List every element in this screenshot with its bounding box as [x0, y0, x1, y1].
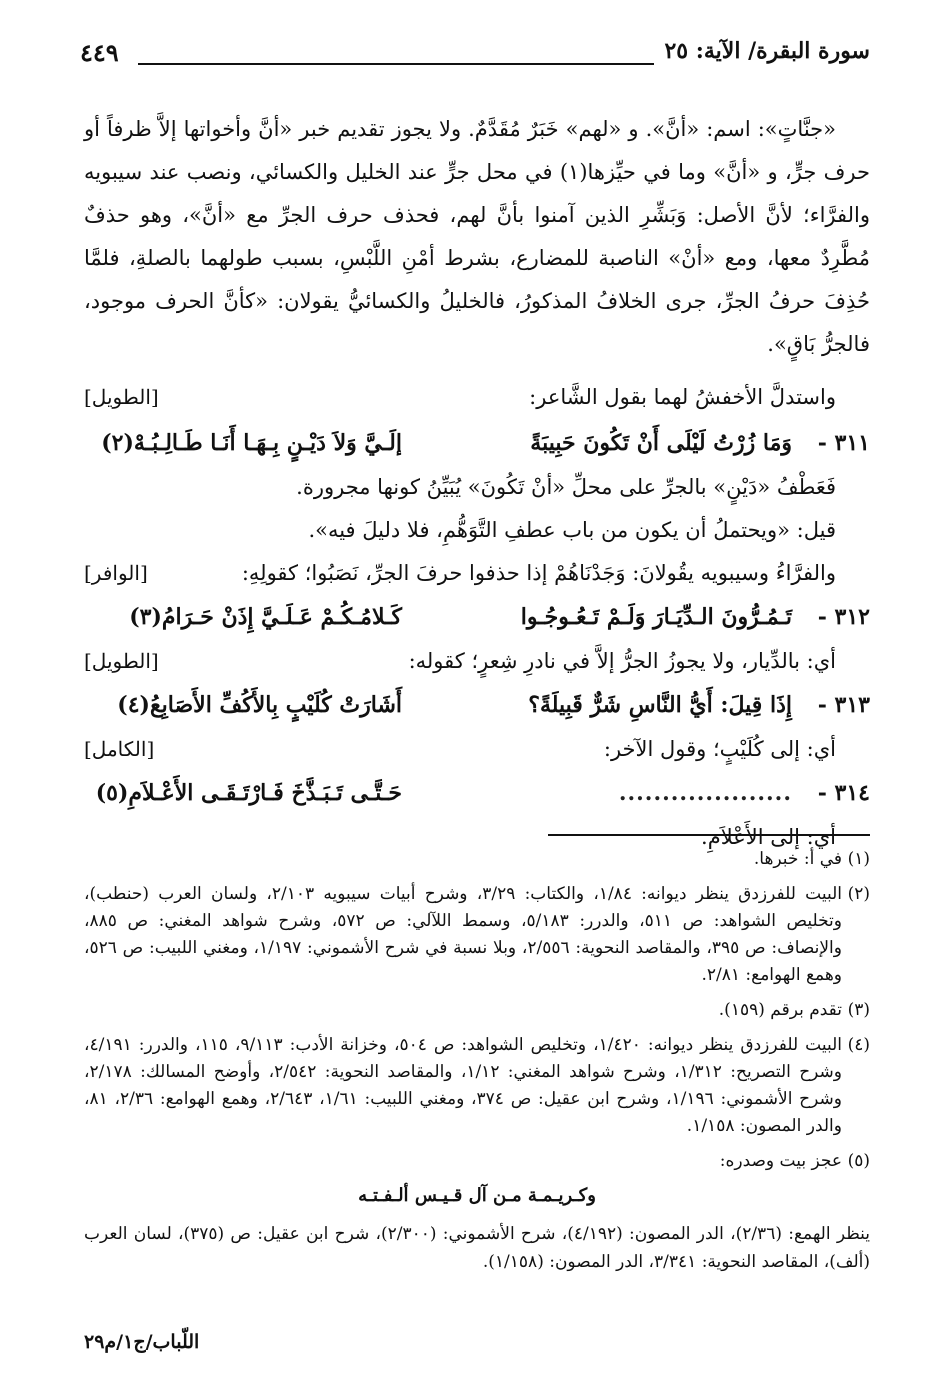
meter-tag: [الوافر]	[84, 561, 148, 585]
verse-line	[84, 595, 870, 640]
verse-line	[84, 421, 870, 466]
paragraph: «جنَّاتٍ»: اسم: «أنَّ». و «لهم» خَبَرٌ مُقَدَّمٌ. ولا يجوز تقديم خبر «أنَّ وأخواتها إلاَّ ظرفاً أو حرف جرٍّ، و «أنَّ» وما في حيِّزها(١) في محل جرٍّ عند الخليل والكسائي، ونصب عند سيبويه والفرَّاء؛ لأنَّ الأصل: وَبَشِّرِ الذين آمنوا بأنَّ لهم، فحذف حرف الجرِّ مع «أنَّ»، وهو حذفٌ مُطَّرِدٌ معها، ومع «أنْ» الناصبة للمضارع، بشرط أمْنِ اللَّبْسِ، بسبب طولهما بالصلةِ، فلمَّا حُذِفَ حرفُ الجرِّ، جرى الخلافُ المذكورُ، فالخليلُ والكسائيُّ يقولان: «كأنَّ الحرف موجود، فالجرُّ بَاقٍ».	[84, 117, 871, 356]
verse-hemistich-second: حَـتَّـى تَـبَـذَّخَ فَـارْتَـقَـى الأَعْـلاَمِ(٥)	[95, 780, 402, 806]
verse-line	[84, 683, 870, 728]
verse-hemistich-first: إِذَا قِيلَ: أَيُّ النَّاسِ شَرٌّ قَبِيلَةً؟	[528, 692, 792, 718]
main-text	[84, 108, 870, 859]
footnote-number: (٣)	[847, 1000, 870, 1020]
paragraph-text: أي: بالدِّيار، ولا يجوزُ الجرُّ إلاَّ في نادرِ شِعرٍ؛ كقوله:	[408, 649, 836, 673]
verse-hemistich-first: وَمَا زُرْتُ لَيْلَى أَنْ تَكُونَ حَبِيبَةً	[530, 430, 792, 456]
footnotes	[84, 846, 870, 1276]
verse-hemistich-first: ....................	[618, 780, 792, 806]
verse-line	[84, 771, 870, 816]
footnote-references: ينظر الهمع: (٢/٣٦)، الدر المصون: (٤/١٩٢)، شرح الأشموني: (٢/٣٠٠)، شرح ابن عقيل: ص (٣٧٥)، لسان العرب (ألف)، المقاصد النحوية: ٣/٣٤١، الدر المصون: (١/١٥٨).	[84, 1224, 871, 1272]
footnote-number: (١)	[847, 849, 870, 869]
footnote-text: البيت للفرزدق ينظر ديوانه: ١/٤٢٠، وتخليص الشواهد: ص ٥٠٤، وخزانة الأدب: ٩/١١٣، ١١٥، والدرر: ٤/١٩١، وشرح التصريح: ١/٣١٢، وشرح شواهد المغني: ١/١٢، والمقاصد النحوية: ٢/٥٤٢، وأوضح المسالك: ٢/١٧٨، وشرح الأشموني: ١/١٩٦، وشرح ابن عقيل: ص ٣٧٤، ومغني اللبيب: ١/٦١، ٢/٦٤٣، وهمع الهوامع: ٢/٣٦، ٨١، والدر المصون: ١/١٥٨.	[84, 1035, 843, 1136]
meter-tag: [الطويل]	[84, 385, 159, 409]
footnote	[84, 881, 870, 989]
printer-signature: اللّباب/ج١/م٢٩	[84, 1331, 200, 1353]
quoted-verse: وكـريـمـة مـن آل قـيـس ألـفـتـه	[358, 1185, 596, 1206]
meter-tag: [الطويل]	[84, 649, 159, 673]
footnote-text: البيت للفرزدق ينظر ديوانه: ١/٨٤، والكتاب: ٣/٢٩، وشرح أبيات سيبويه ٢/١٠٣، ولسان العرب (حنطب)، وتخليص الشواهد: ص ٥١١، والدرر: ٥/١٨٣، وسمط اللآلي: ص ٥٧٢، وشرح شواهد المغني: ص ٨٨٥، والإنصاف: ص ٣٩٥، والمقاصد النحوية: ٢/٥٥٦، وبلا نسبة في شرح الأشموني: ١/١٩٧، ومغني اللبيب: ص ٥٢٦، وهمع الهوامع: ٢/٨١.	[84, 884, 843, 985]
paragraph: فَعَطْفُ «دَيْنٍ» بالجرِّ على محلِّ «أنْ تَكُونَ» يُبَيِّنُ كونها مجرورة.	[296, 475, 836, 499]
paragraph	[84, 728, 870, 771]
paragraph	[84, 640, 870, 683]
meter-tag: [الكامل]	[84, 737, 155, 761]
footnote	[84, 997, 870, 1024]
footnote	[84, 846, 870, 873]
paragraph	[84, 552, 870, 595]
paragraph: أي: إلى الأَعْلاَمِ.	[701, 825, 836, 849]
paragraph	[84, 376, 870, 419]
footnote	[84, 1148, 870, 1175]
verse-hemistich-first: تَـمُـرُّونَ الـدِّيَـارَ وَلَـمْ تَـعُـوجُـوا	[520, 604, 792, 630]
footnote-text: في أ: خبرها.	[753, 849, 842, 869]
paragraph-text: أي: إلى كُلَيْبٍ؛ وقول الآخر:	[603, 737, 836, 761]
paragraph-text: والفرَّاءُ وسيبويه يقُولانَ: وَجَدْنَاهُمْ إذا حذفوا حرفَ الجرِّ، نَصَبُوا؛ كقولِهِ:	[241, 561, 836, 585]
footnote-number: (٥)	[847, 1151, 870, 1171]
verse-number: ٣١٢ -	[817, 604, 870, 630]
footnote-text: تقدم برقم (١٥٩).	[718, 1000, 842, 1020]
verse-number: ٣١١ -	[817, 430, 870, 456]
footnote-text: عجز بيت وصدره:	[719, 1151, 842, 1171]
header-rule	[138, 63, 654, 65]
verse-number: ٣١٤ -	[817, 780, 870, 806]
verse-hemistich-second: أَشَارَتْ كُلَيْبٍ بِالأَكُفِّ الأَصَابِعُ(٤)	[117, 692, 402, 718]
verse-hemistich-second: إلَـيَّ وَلاَ دَيْـنٍ بِـهَـا أَنَـا طَـالِـبُـهْ(٢)	[101, 430, 402, 456]
page-number: ٤٤٩	[80, 38, 119, 67]
paragraph: قيل: «ويحتملُ أن يكون من باب عطفِ التَّوَهُّمِ، فلا دليلَ فيه».	[308, 518, 836, 542]
footnote	[84, 1032, 870, 1140]
verse-hemistich-second: كَـلامُـكُـمْ عَـلَـيَّ إِذَنْ حَـرَامُ(٣)	[129, 604, 402, 630]
paragraph-text: واستدلَّ الأخفشُ لهما بقول الشَّاعر:	[529, 385, 836, 409]
running-header	[80, 30, 870, 70]
header-title: سورة البقرة/ الآية: ٢٥	[664, 38, 870, 64]
footnote-number: (٤)	[847, 1035, 870, 1055]
footnote-number: (٢)	[847, 884, 870, 904]
verse-number: ٣١٣ -	[817, 692, 870, 718]
